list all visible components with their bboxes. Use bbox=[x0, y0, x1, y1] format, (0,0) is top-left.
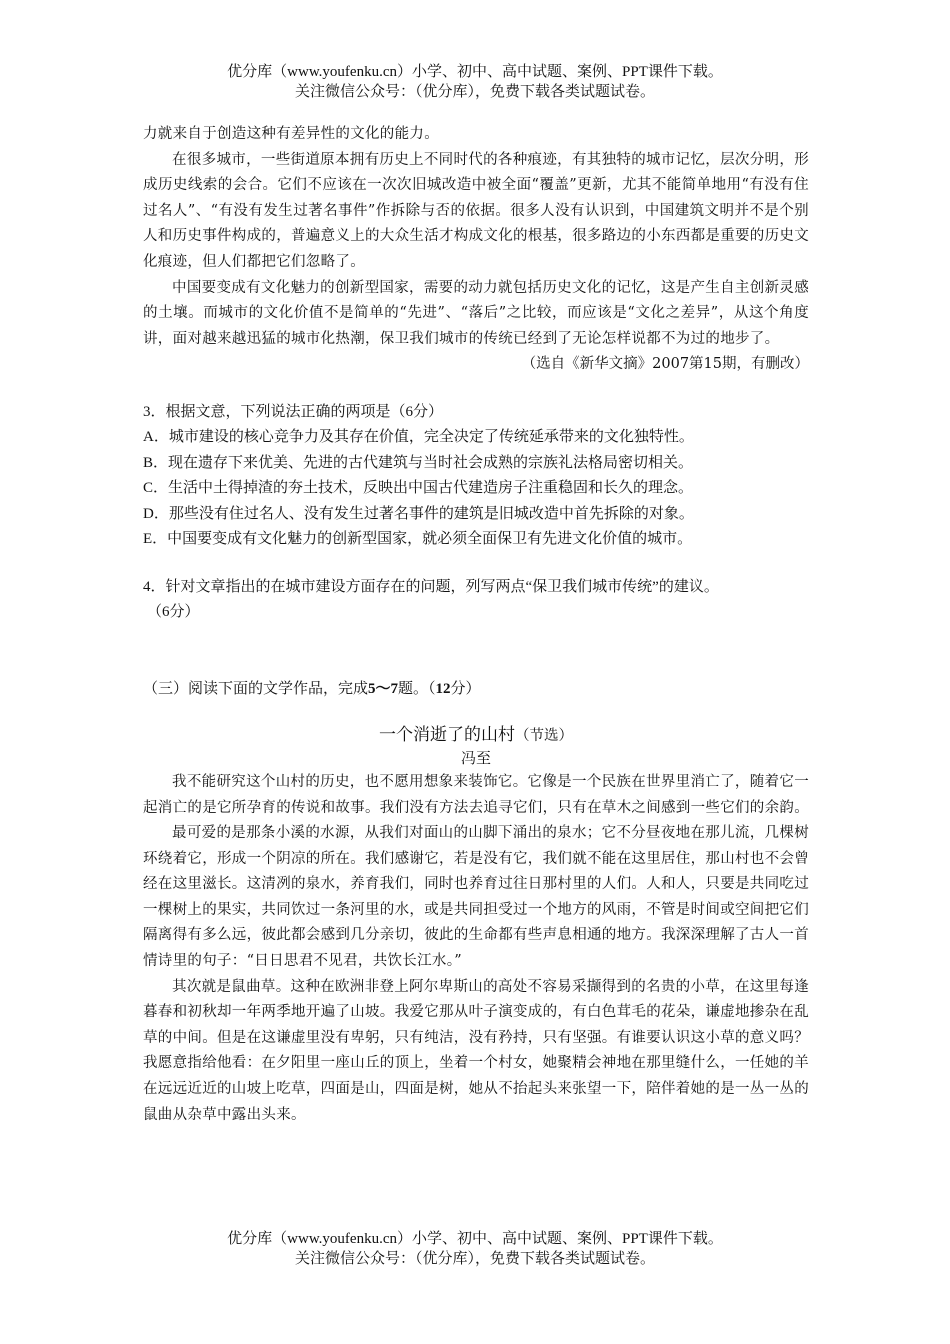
section-3-suffix: 分） bbox=[450, 680, 481, 697]
header-line-2: 关注微信公众号：（优分库），免费下载各类试题试卷。 bbox=[294, 84, 655, 100]
page-header bbox=[0, 62, 950, 102]
page-footer bbox=[0, 1229, 950, 1269]
question-3-option-e: E．中国要变成有文化魅力的创新型国家，就必须全面保卫有先进文化价值的城市。 bbox=[143, 531, 693, 548]
story-paragraph-3: 其次就是鼠曲草。这种在欧洲非登上阿尔卑斯山的高处不容易采撷得到的名贵的小草，在这里每逢暮春和初秋却一年两季地开遍了山坡。我爱它那从叶子演变成的，有白色茸毛的花朵，谦虚地掺杂在乱草的中间。但是在这谦虚里没有卑躬，只有纯洁，没有矜持，只有坚强。有谁要认识这小草的意义吗？我愿意指给他看：在夕阳里一座山丘的顶上，坐着一个村女，她聚精会神地在那里缝什么，一任她的羊在远远近近的山坡上吃草，四面是山，四面是树，她从不抬起头来张望一下，陪伴着她的是一丛一丛的鼠曲从杂草中露出头来。 bbox=[143, 978, 809, 1123]
section-3-range: 5～7 bbox=[368, 680, 399, 697]
footer-line-2: 关注微信公众号：（优分库），免费下载各类试题试卷。 bbox=[294, 1251, 655, 1267]
question-3-option-d: D．那些没有住过名人、没有发生过著名事件的建筑是旧城改造中首先拆除的对象。 bbox=[143, 505, 694, 522]
question-3-option-b: B．现在遗存下来优美、先进的古代建筑与当时社会成熟的宗族礼法格局密切相关。 bbox=[143, 454, 694, 471]
question-4-points: （6分） bbox=[147, 603, 200, 620]
story-title bbox=[143, 723, 809, 748]
question-3 bbox=[143, 400, 809, 553]
section-3-mid: 题。（ bbox=[398, 680, 436, 697]
question-3-option-a: A．城市建设的核心竞争力及其存在价值，完全决定了传统延承带来的文化独特性。 bbox=[143, 428, 694, 445]
question-4-stem: 4．针对文章指出的在城市建设方面存在的问题，列写两点“保卫我们城市传统”的建议。 bbox=[143, 578, 719, 595]
section-3-prefix: （三）阅读下面的文学作品，完成 bbox=[143, 680, 369, 697]
story-paragraph-1: 我不能研究这个山村的历史，也不愿用想象来装饰它。它像是一个民族在世界里消亡了，随着它一起消亡的是它所孕育的传说和故事。我们没有方法去追寻它们，只有在草木之间感到一些它们的余韵。 bbox=[143, 773, 809, 816]
story-title-text: 一个消逝了的山村 bbox=[379, 724, 515, 744]
section-3-heading bbox=[143, 677, 809, 701]
story-author: 冯至 bbox=[460, 750, 491, 767]
section-3-points: 12 bbox=[435, 680, 451, 697]
question-4 bbox=[143, 575, 809, 625]
passage-paragraph-0: 力就来自于创造这种有差异性的文化的能力。 bbox=[143, 126, 439, 142]
question-3-stem: 3．根据文意，下列说法正确的两项是（6分） bbox=[143, 403, 444, 420]
page-content bbox=[143, 122, 809, 1128]
story-title-note: （节选） bbox=[515, 727, 573, 744]
header-line-1: 优分库（www.youfenku.cn）小学、初中、高中试题、案例、PPT课件下载。 bbox=[227, 64, 723, 80]
passage-paragraph-2: 中国要变成有文化魅力的创新型国家，需要的动力就包括历史文化的记忆，这是产生自主创新灵感的土壤。而城市的文化价值不是简单的“先进”、“落后”之比较，而应该是“文化之差异”，从这个角度讲，面对越来越迅猛的城市化热潮，保卫我们城市的传统已经到了无论怎样说都不为过的地步了。 bbox=[143, 279, 809, 347]
footer-line-1: 优分库（www.youfenku.cn）小学、初中、高中试题、案例、PPT课件下载。 bbox=[227, 1231, 723, 1247]
passage-paragraph-1: 在很多城市，一些街道原本拥有历史上不同时代的各种痕迹，有其独特的城市记忆，层次分明，形成历史线索的会合。它们不应该在一次次旧城改造中被全面“覆盖”更新，尤其不能简单地用“有没有住过名人”、“有没有发生过著名事件”作拆除与否的依据。很多人没有认识到，中国建筑文明并不是个别人和历史事件构成的，普遍意义上的大众生活才构成文化的根基，很多路边的小东西都是重要的历史文化痕迹，但人们都把它们忽略了。 bbox=[143, 151, 809, 270]
story-paragraph-2: 最可爱的是那条小溪的水源，从我们对面山的山脚下涌出的泉水；它不分昼夜地在那儿流，几棵树环绕着它，形成一个阴凉的所在。我们感谢它，若是没有它，我们就不能在这里居住，那山村也不会曾经在这里滋长。这清冽的泉水，养育我们，同时也养育过往日那村里的人们。人和人，只要是共同吃过一棵树上的果实，共同饮过一条河里的水，或是共同担受过一个地方的风雨，不管是时间或空间把它们隔离得有多么远，彼此都会感到几分亲切，彼此的生命都有些声息相通的地方。我深深理解了古人一首情诗里的句子：“日日思君不见君，共饮长江水。” bbox=[143, 825, 809, 970]
passage-source: （选自《新华文摘》2007第15期，有删改） bbox=[521, 356, 809, 373]
question-3-option-c: C．生活中土得掉渣的夯土技术，反映出中国古代建造房子注重稳固和长久的理念。 bbox=[143, 480, 694, 497]
